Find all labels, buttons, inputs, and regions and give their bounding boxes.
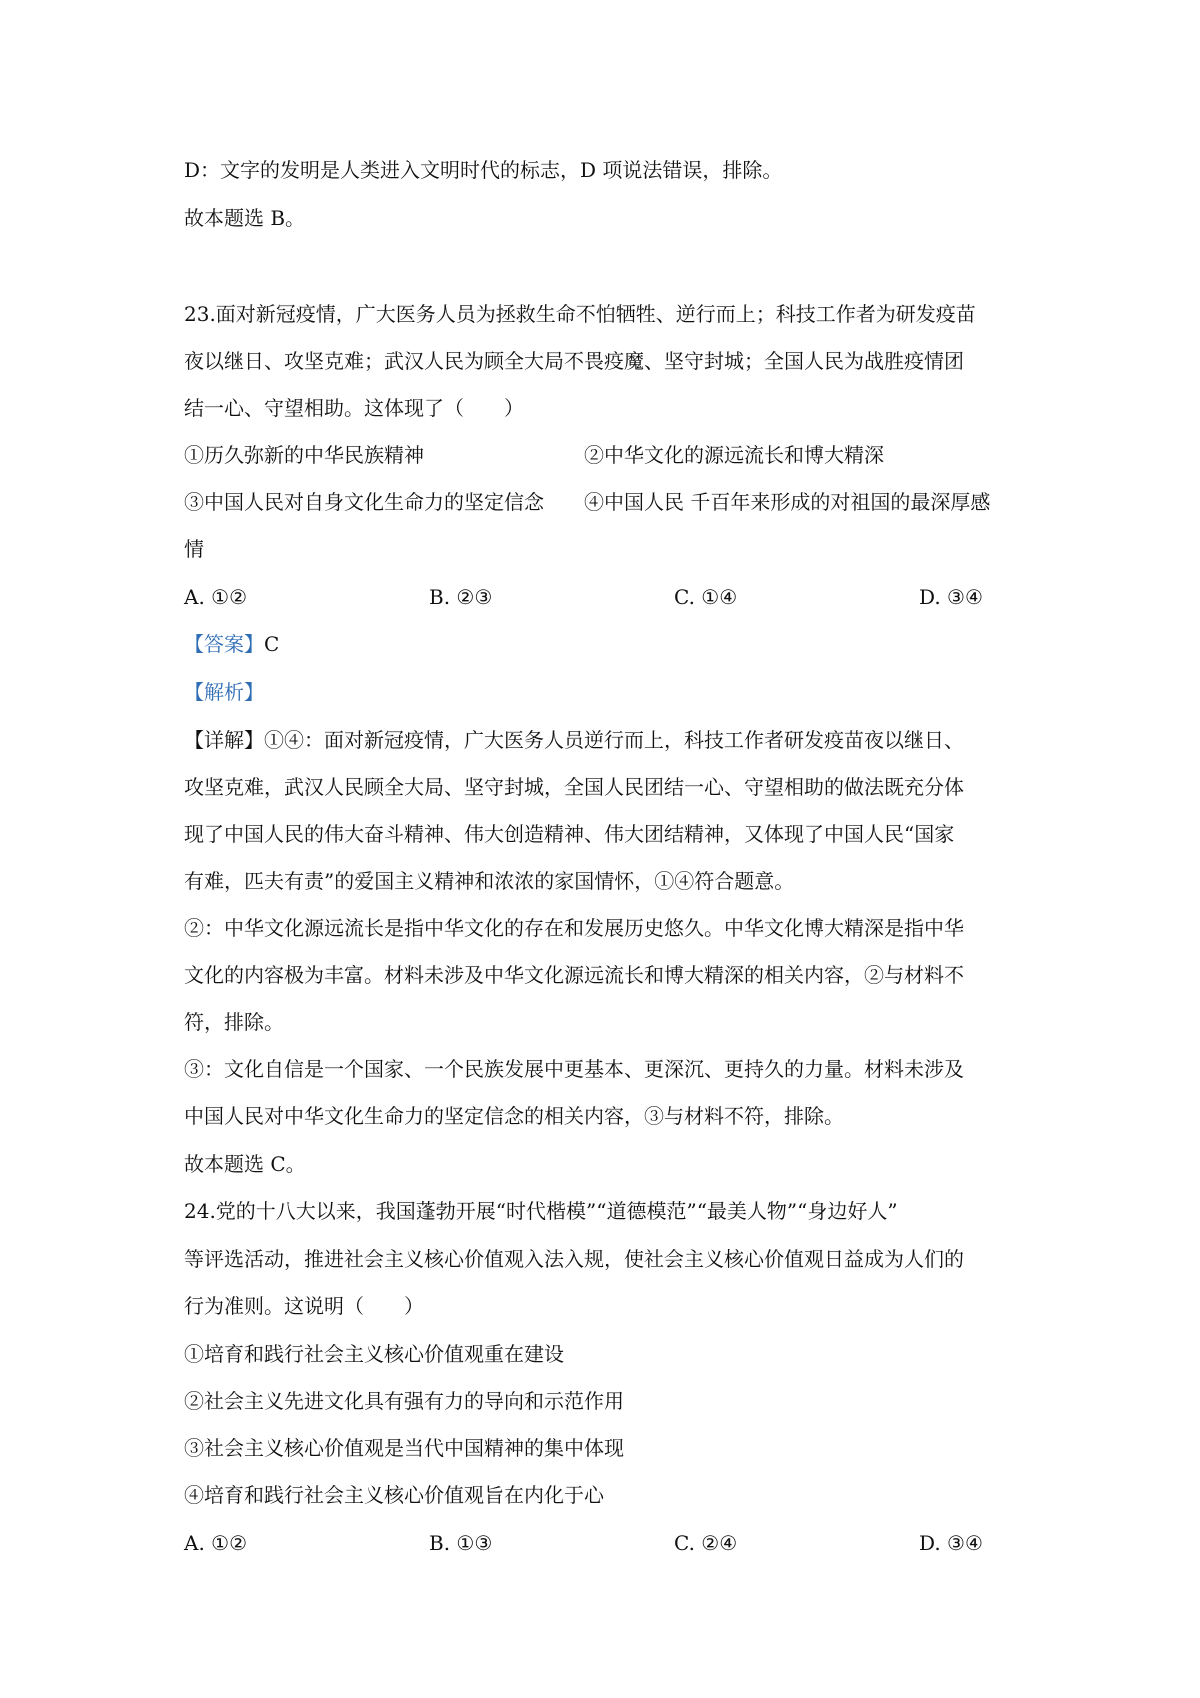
detail-text: ①④：面对新冠疫情，广大医务人员逆行而上，科技工作者研发疫苗夜以继日、: [264, 728, 964, 752]
q23-statement-4-continued: 情: [184, 537, 204, 561]
q23-option-c: C. ①④: [674, 585, 738, 609]
q23-statement-2: ②中华文化的源远流长和博大精深: [584, 443, 884, 467]
q24-statement-3: ③社会主义核心价值观是当代中国精神的集中体现: [184, 1436, 624, 1460]
q23-answer: [184, 630, 279, 658]
q23-detail-line: 攻坚克难，武汉人民顾全大局、坚守封城，全国人民团结一心、守望相助的做法既充分体: [184, 775, 964, 799]
q23-detail-line: ②：中华文化源远流长是指中华文化的存在和发展历史悠久。中华文化博大精深是指中华: [184, 916, 964, 940]
q23-detail-line: 有难，匹夫有责”的爱国主义精神和浓浓的家国情怀，①④符合题意。: [184, 869, 795, 893]
analysis-tag: 【解析】: [184, 680, 264, 704]
q22-option-d-analysis: D：文字的发明是人类进入文明时代的标志，D 项说法错误，排除。: [184, 158, 783, 182]
q24-stem-line: 行为准则。这说明（ ）: [184, 1294, 424, 1318]
answer-value: C: [264, 632, 280, 656]
answer-tag: 【答案】: [184, 632, 264, 656]
q24-stem-line: 24.党的十八大以来，我国蓬勃开展“时代楷模”“道德模范”“最美人物”“身边好人”: [184, 1199, 898, 1223]
q23-option-b: B. ②③: [429, 585, 493, 609]
q22-conclusion: 故本题选 B。: [184, 206, 306, 230]
q23-conclusion: 故本题选 C。: [184, 1152, 306, 1176]
q24-option-a: A. ①②: [184, 1531, 248, 1555]
q23-detail-line: 符，排除。: [184, 1010, 284, 1034]
q24-statement-4: ④培育和践行社会主义核心价值观旨在内化于心: [184, 1483, 604, 1507]
q23-detail-line: [184, 726, 964, 754]
q24-option-d: D. ③④: [919, 1531, 983, 1555]
q23-stem-line: 结一心、守望相助。这体现了（ ）: [184, 396, 524, 420]
q23-detail-line: 文化的内容极为丰富。材料未涉及中华文化源远流长和博大精深的相关内容，②与材料不: [184, 963, 964, 987]
q23-detail-line: 中国人民对中华文化生命力的坚定信念的相关内容，③与材料不符，排除。: [184, 1104, 844, 1128]
q23-detail-line: 现了中国人民的伟大奋斗精神、伟大创造精神、伟大团结精神，又体现了中国人民“国家: [184, 822, 955, 846]
q23-option-d: D. ③④: [919, 585, 983, 609]
q23-option-a: A. ①②: [184, 585, 248, 609]
q24-statement-1: ①培育和践行社会主义核心价值观重在建设: [184, 1342, 564, 1366]
q23-statement-3: ③中国人民对自身文化生命力的坚定信念: [184, 490, 544, 514]
q23-statement-1: ①历久弥新的中华民族精神: [184, 443, 424, 467]
q24-statement-2: ②社会主义先进文化具有强有力的导向和示范作用: [184, 1389, 624, 1413]
q24-option-c: C. ②④: [674, 1531, 738, 1555]
q24-stem-line: 等评选活动，推进社会主义核心价值观入法入规，使社会主义核心价值观日益成为人们的: [184, 1247, 964, 1271]
detail-tag: 【详解】: [184, 728, 264, 752]
q23-stem-line: 23.面对新冠疫情，广大医务人员为拯救生命不怕牺牲、逆行而上；科技工作者为研发疫苗: [184, 302, 976, 326]
q23-detail-line: ③：文化自信是一个国家、一个民族发展中更基本、更深沉、更持久的力量。材料未涉及: [184, 1057, 964, 1081]
q23-statement-4: ④中国人民 千百年来形成的对祖国的最深厚感: [584, 490, 991, 514]
q23-stem-line: 夜以继日、攻坚克难；武汉人民为顾全大局不畏疫魔、坚守封城；全国人民为战胜疫情团: [184, 349, 964, 373]
q24-option-b: B. ①③: [429, 1531, 493, 1555]
